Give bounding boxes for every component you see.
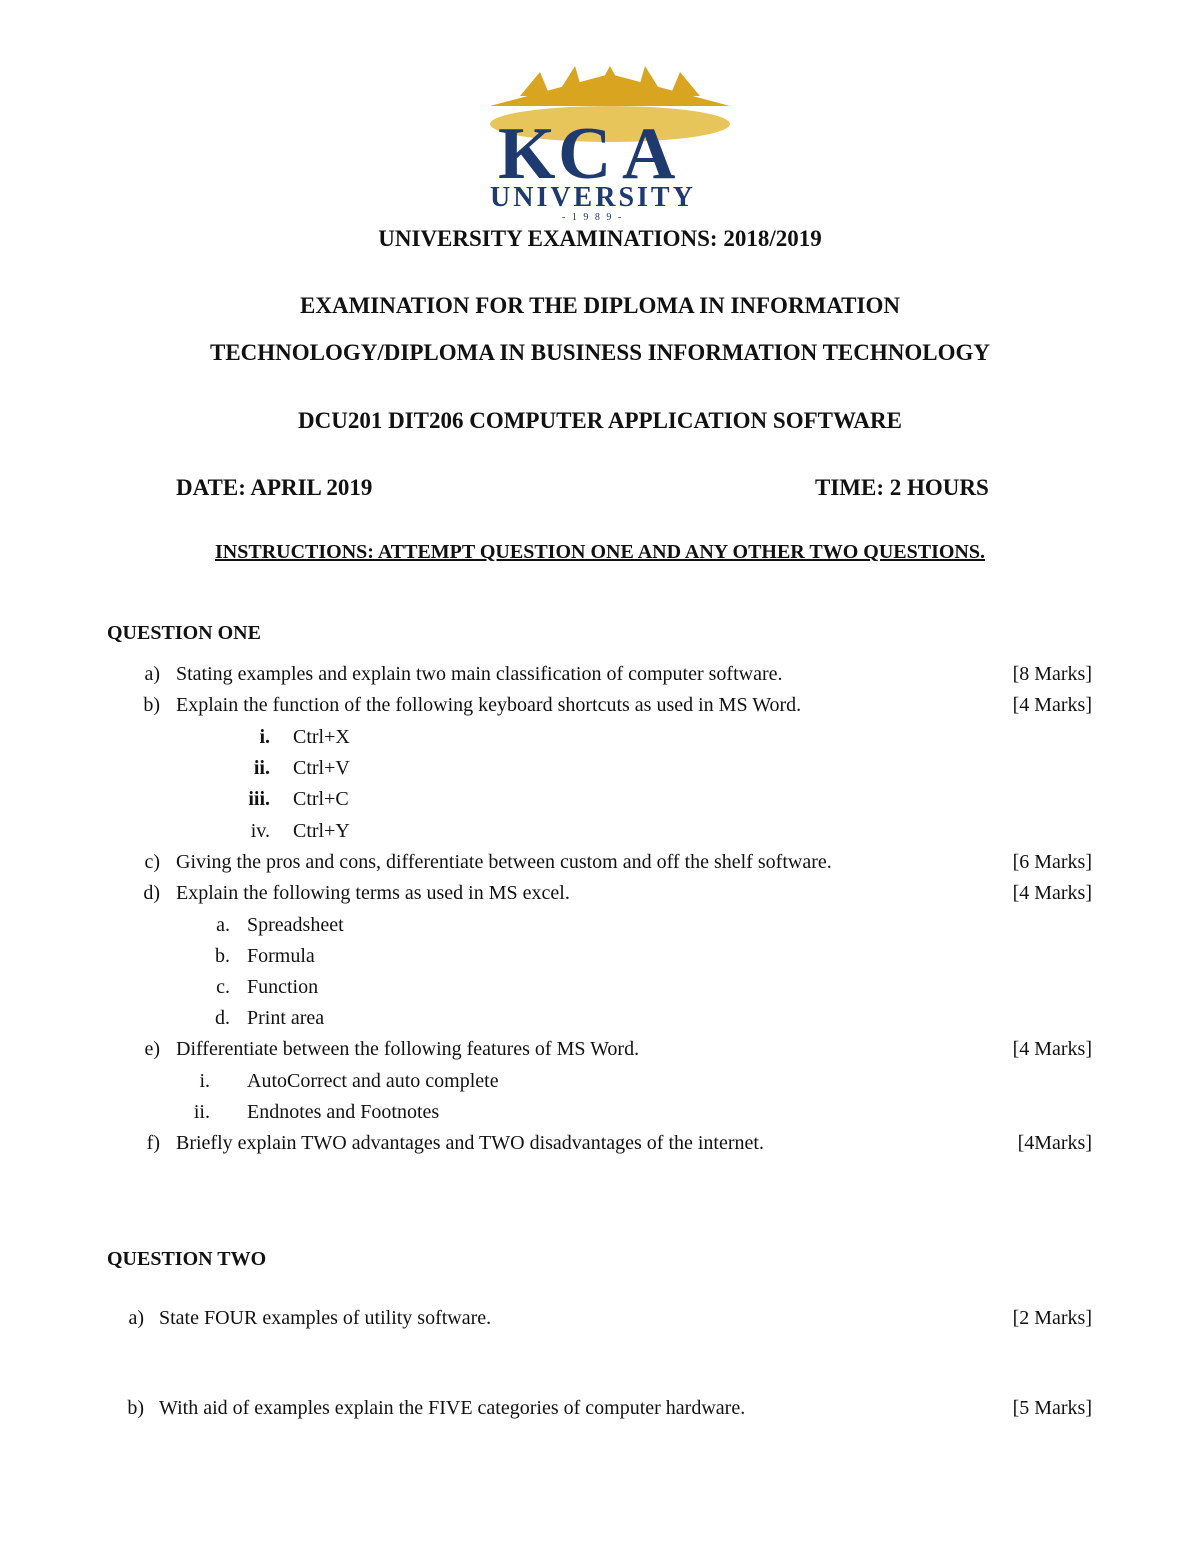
q1d-item: Function bbox=[247, 976, 319, 998]
q1a-label: a) bbox=[144, 663, 160, 685]
q1d-text: Explain the following terms as used in MS excel. bbox=[176, 882, 570, 904]
q2b-marks: [5 Marks] bbox=[1012, 1397, 1092, 1419]
svg-text:- 1 9 8 9 -: - 1 9 8 9 - bbox=[562, 212, 624, 223]
q1b-item: Ctrl+C bbox=[293, 788, 349, 810]
q1e-item-num: i. bbox=[199, 1070, 210, 1092]
q2b-text: With aid of examples explain the FIVE categories of computer hardware. bbox=[159, 1397, 746, 1419]
q1e-item: Endnotes and Footnotes bbox=[247, 1101, 440, 1123]
q1e-label: e) bbox=[144, 1038, 160, 1060]
q1b-item: Ctrl+V bbox=[293, 757, 350, 779]
question-one-heading: QUESTION ONE bbox=[107, 622, 261, 644]
question-two-heading: QUESTION TWO bbox=[107, 1248, 267, 1270]
q1b-item-num: iii. bbox=[248, 788, 270, 810]
exam-session-title: UNIVERSITY EXAMINATIONS: 2018/2019 bbox=[378, 226, 822, 251]
q1b-item: Ctrl+Y bbox=[293, 820, 350, 842]
q2a-label: a) bbox=[128, 1307, 144, 1329]
q1f-text: Briefly explain TWO advantages and TWO disadvantages of the internet. bbox=[176, 1132, 764, 1154]
q1d-item: Spreadsheet bbox=[247, 914, 344, 936]
q1a-marks: [8 Marks] bbox=[1012, 663, 1092, 685]
exam-title-line-2: TECHNOLOGY/DIPLOMA IN BUSINESS INFORMATION TECHNOLOGY bbox=[210, 340, 990, 365]
q1f-marks: [4Marks] bbox=[1017, 1132, 1092, 1154]
q1e-item-num: ii. bbox=[193, 1101, 210, 1123]
exam-title-line-1: EXAMINATION FOR THE DIPLOMA IN INFORMATION bbox=[300, 293, 900, 318]
q1b-label: b) bbox=[143, 694, 160, 716]
q2a-marks: [2 Marks] bbox=[1012, 1307, 1092, 1329]
q1d-marks: [4 Marks] bbox=[1012, 882, 1092, 904]
q1e-item: AutoCorrect and auto complete bbox=[247, 1070, 499, 1092]
q1d-item-num: b. bbox=[215, 945, 230, 967]
q1b-item: Ctrl+X bbox=[293, 726, 350, 748]
q1d-item: Print area bbox=[247, 1007, 325, 1029]
q2b-label: b) bbox=[127, 1397, 144, 1419]
q1d-item-num: c. bbox=[216, 976, 230, 998]
q1a-text: Stating examples and explain two main classification of computer software. bbox=[176, 663, 783, 685]
q1d-item-num: a. bbox=[216, 914, 230, 936]
q1e-text: Differentiate between the following features of MS Word. bbox=[176, 1038, 640, 1060]
svg-text:K: K bbox=[498, 113, 556, 195]
q1c-label: c) bbox=[144, 851, 160, 873]
q1b-marks: [4 Marks] bbox=[1012, 694, 1092, 716]
q1c-marks: [6 Marks] bbox=[1012, 851, 1092, 873]
q1d-label: d) bbox=[143, 882, 160, 904]
instructions: INSTRUCTIONS: ATTEMPT QUESTION ONE AND ANY OTHER TWO QUESTIONS. bbox=[215, 541, 985, 563]
q1e-marks: [4 Marks] bbox=[1012, 1038, 1092, 1060]
svg-text:A: A bbox=[622, 113, 676, 195]
exam-date: DATE: APRIL 2019 bbox=[176, 475, 373, 500]
q1d-item-num: d. bbox=[215, 1007, 230, 1029]
q1b-item-num: ii. bbox=[253, 757, 270, 779]
kca-university-logo bbox=[480, 66, 740, 226]
svg-text:UNIVERSITY: UNIVERSITY bbox=[490, 182, 696, 213]
q1c-text: Giving the pros and cons, differentiate between custom and off the shelf software. bbox=[176, 851, 832, 873]
q1b-text: Explain the function of the following keyboard shortcuts as used in MS Word. bbox=[176, 694, 802, 716]
q1b-item-num: iv. bbox=[250, 820, 270, 842]
logo-graphic bbox=[480, 66, 740, 226]
svg-text:C: C bbox=[558, 113, 612, 195]
q1b-item-num: i. bbox=[259, 726, 270, 748]
course-title: DCU201 DIT206 COMPUTER APPLICATION SOFTWARE bbox=[297, 408, 902, 433]
q1d-item: Formula bbox=[247, 945, 315, 967]
exam-time: TIME: 2 HOURS bbox=[815, 475, 989, 500]
q2a-text: State FOUR examples of utility software. bbox=[159, 1307, 492, 1329]
q1f-label: f) bbox=[146, 1132, 160, 1154]
